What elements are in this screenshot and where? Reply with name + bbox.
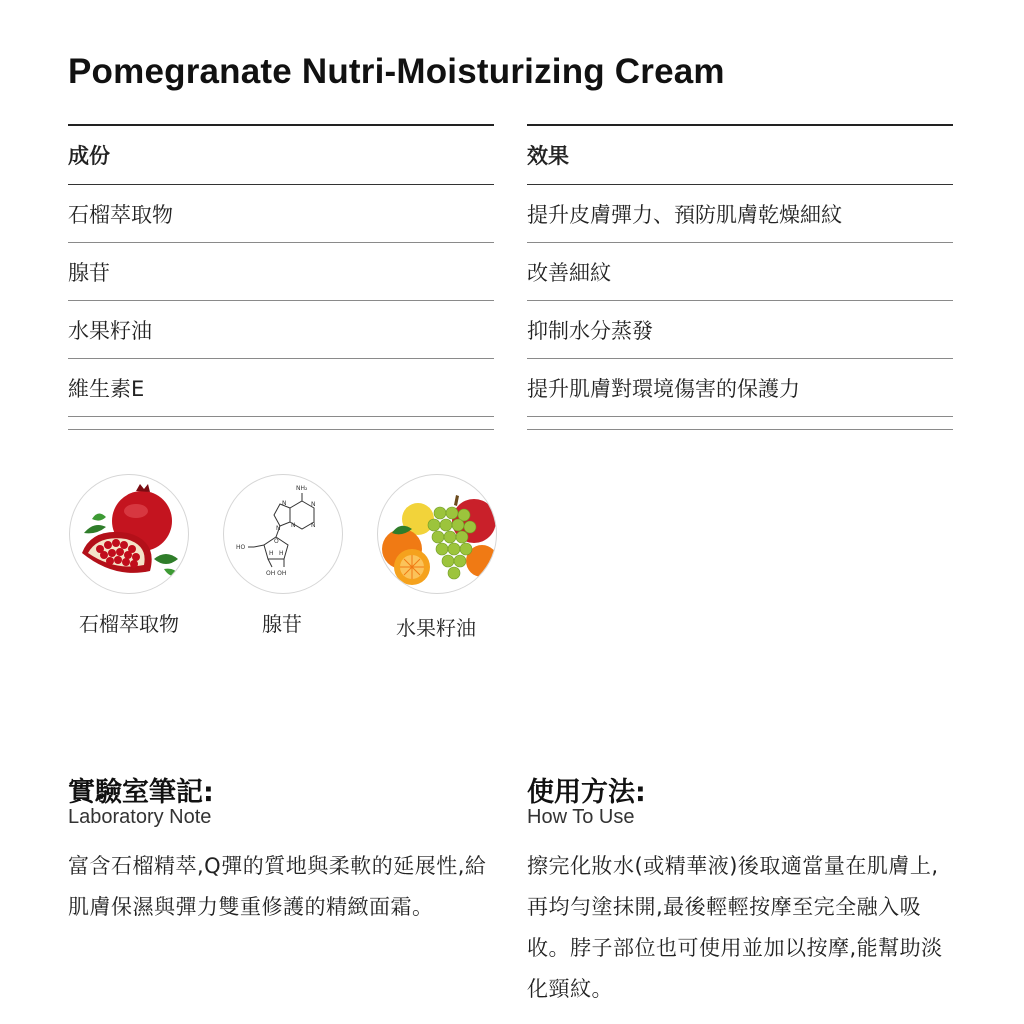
hydroxyl-label: HO [236,544,246,551]
effect-row: 改善細紋 [527,243,953,301]
ingredient-image-label: 腺苷 [262,612,302,636]
ingredients-table [68,124,494,430]
lab-note-title: 實驗室筆記: [68,777,214,808]
nitrogen-label: N [291,522,296,529]
pomegranate-image [69,474,189,594]
ingredient-row: 維生素E [68,359,494,417]
nitrogen-label: N [282,500,287,507]
effects-table [527,124,953,430]
nitrogen-label: N [311,501,316,508]
nitrogen-label: N [311,522,316,529]
ingredient-row: 石榴萃取物 [68,185,494,243]
ingredients-header: 成份 [68,126,494,185]
effect-row: 提升肌膚對環境傷害的保護力 [527,359,953,417]
lab-note-subtitle: Laboratory Note [68,806,212,828]
nitrogen-label: N [276,525,281,532]
ingredient-row: 腺苷 [68,243,494,301]
how-to-use-subtitle: How To Use [527,806,635,828]
hydroxyl-pair-label: OH OH [266,570,287,577]
how-to-use-title: 使用方法: [527,777,646,808]
adenosine-structure-image [223,474,343,594]
table-bottom-rule [68,429,494,430]
effect-row: 抑制水分蒸發 [527,301,953,359]
table-bottom-rule [527,429,953,430]
hydrogen-label: H [269,550,274,557]
ingredient-image-label: 石榴萃取物 [79,612,179,636]
fruit-image [377,474,497,594]
ingredient-row: 水果籽油 [68,301,494,359]
how-to-use-body: 擦完化妝水(或精華液)後取適當量在肌膚上,再均勻塗抹開,最後輕輕按摩至完全融入吸收。脖子部位也可使用並加以按摩,能幫助淡化頸紋。 [527,854,943,1001]
page-title: Pomegranate Nutri-Moisturizing Cream [68,52,725,91]
hydrogen-label: H [279,550,284,557]
lab-note-body: 富含石榴精萃,Q彈的質地與柔軟的延展性,給肌膚保濕與彈力雙重修護的精緻面霜。 [68,854,487,919]
oxygen-label: O [274,538,279,545]
effect-row: 提升皮膚彈力、預防肌膚乾燥細紋 [527,185,953,243]
ingredient-image-label: 水果籽油 [396,616,476,640]
effects-header: 效果 [527,126,953,185]
amine-label: NH₂ [296,485,308,492]
